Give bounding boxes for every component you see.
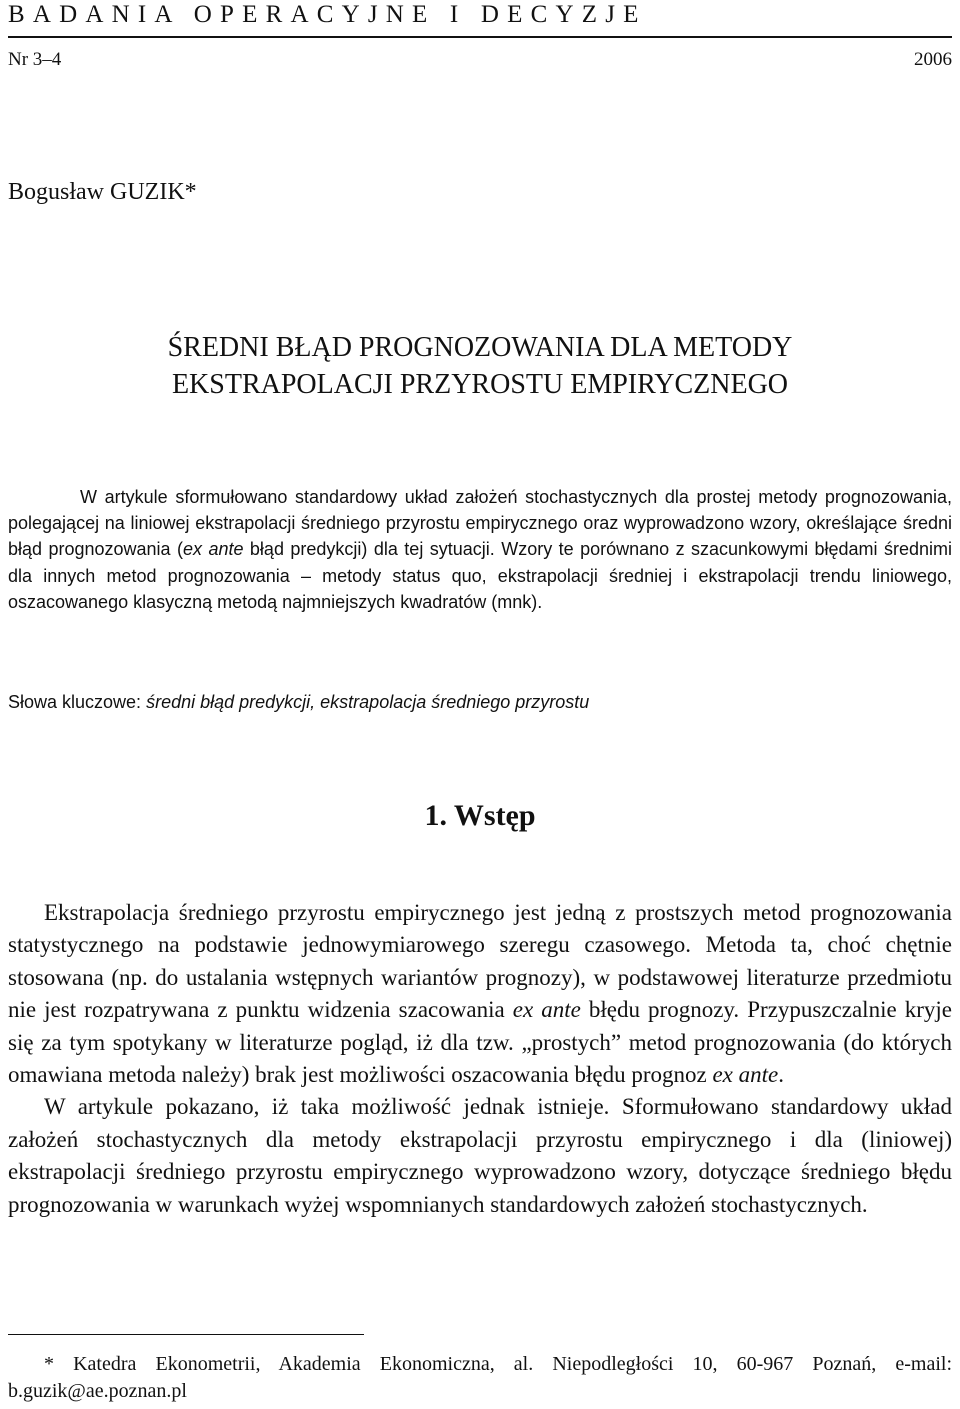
body-p1-text-3: . (778, 1062, 784, 1088)
abstract-text-1: W artykule sformułowano standardowy układ założeń stochastycznych dla prostej metody prognozowania, polegającej na liniowej ekstrapolacji średniego przyrostu empirycznego oraz wyprowadzono wzory, określające średni błąd prognozowania ( (8, 487, 952, 560)
body-paragraph-1 (8, 897, 952, 1091)
abstract (8, 484, 952, 615)
section-heading: 1. Wstęp (424, 799, 536, 832)
paper-title (0, 329, 960, 403)
issue-row (8, 48, 952, 72)
body-p1-text-2: błędu prognozy. Przypuszczalnie kryje się za tym spotykany w literaturze pogląd, iż dla tzw. „prostych” metod prognozowania (do których omawiana metoda należy) brak jest możliwości oszacowania błędu prognoz (8, 997, 952, 1088)
issue-number: Nr 3–4 (8, 49, 62, 70)
body-paragraph-2: W artykule pokazano, iż taka możliwość jednak istnieje. Sformułowano standardowy układ założeń stochastycznych dla metody ekstrapolacji przyrostu empirycznego i dla (liniowej) ekstrapolacji średniego przyrostu empirycznego wyprowadzono wzory, dotyczące średniego błędu prognozowania w warunkach wyżej wspomnianych standardowych założeń stochastycznych. (8, 1094, 952, 1217)
body-p1-text-1: Ekstrapolacja średniego przyrostu empirycznego jest jedną z prostszych metod prognozowania statystycznego na podstawie jednowymiarowego szeregu czasowego. Metoda ta, choć chętnie stosowana (np. do ustalania wstępnych wariantów prognozy), w podstawowej literaturze przedmiotu nie jest rozpatrywana z punktu widzenia szacowania (8, 900, 952, 1023)
abstract-text-2: błąd predykcji) dla tej sytuacji. Wzory te porównano z szacunkowymi błędami średnimi dla innych metod prognozowania – metody status quo, ekstrapolacji średniej i ekstrapolacji trendu liniowego, oszacowanego klasyczną metodą najmniejszych kwadratów (mnk). (8, 539, 952, 612)
footnote-rule (8, 1334, 364, 1335)
keywords-value: średni błąd predykcji, ekstrapolacja średniego przyrostu (146, 692, 590, 712)
body-p1-emphasis-2: ex ante (712, 1062, 779, 1088)
author-name: Bogusław GUZIK* (8, 179, 197, 205)
keywords-label: Słowa kluczowe: (8, 692, 142, 712)
issue-year: 2006 (914, 49, 952, 70)
header-rule (8, 36, 952, 38)
abstract-emphasis-ex-ante: ex ante (183, 539, 244, 560)
journal-title: BADANIA OPERACYJNE I DECYZJE (8, 1, 647, 28)
keywords (8, 689, 952, 715)
paper-title-line-1: ŚREDNI BŁĄD PROGNOZOWANIA DLA METODY (167, 332, 793, 363)
paper-title-line-2: EKSTRAPOLACJI PRZYROSTU EMPIRYCZNEGO (171, 369, 789, 400)
footnote: * Katedra Ekonometrii, Akademia Ekonomiczna, al. Niepodległości 10, 60-967 Poznań, e-mail: b.guzik@ae.poznan.pl (8, 1353, 952, 1402)
body-text (8, 897, 952, 1221)
body-p1-emphasis-1: ex ante (512, 997, 581, 1023)
